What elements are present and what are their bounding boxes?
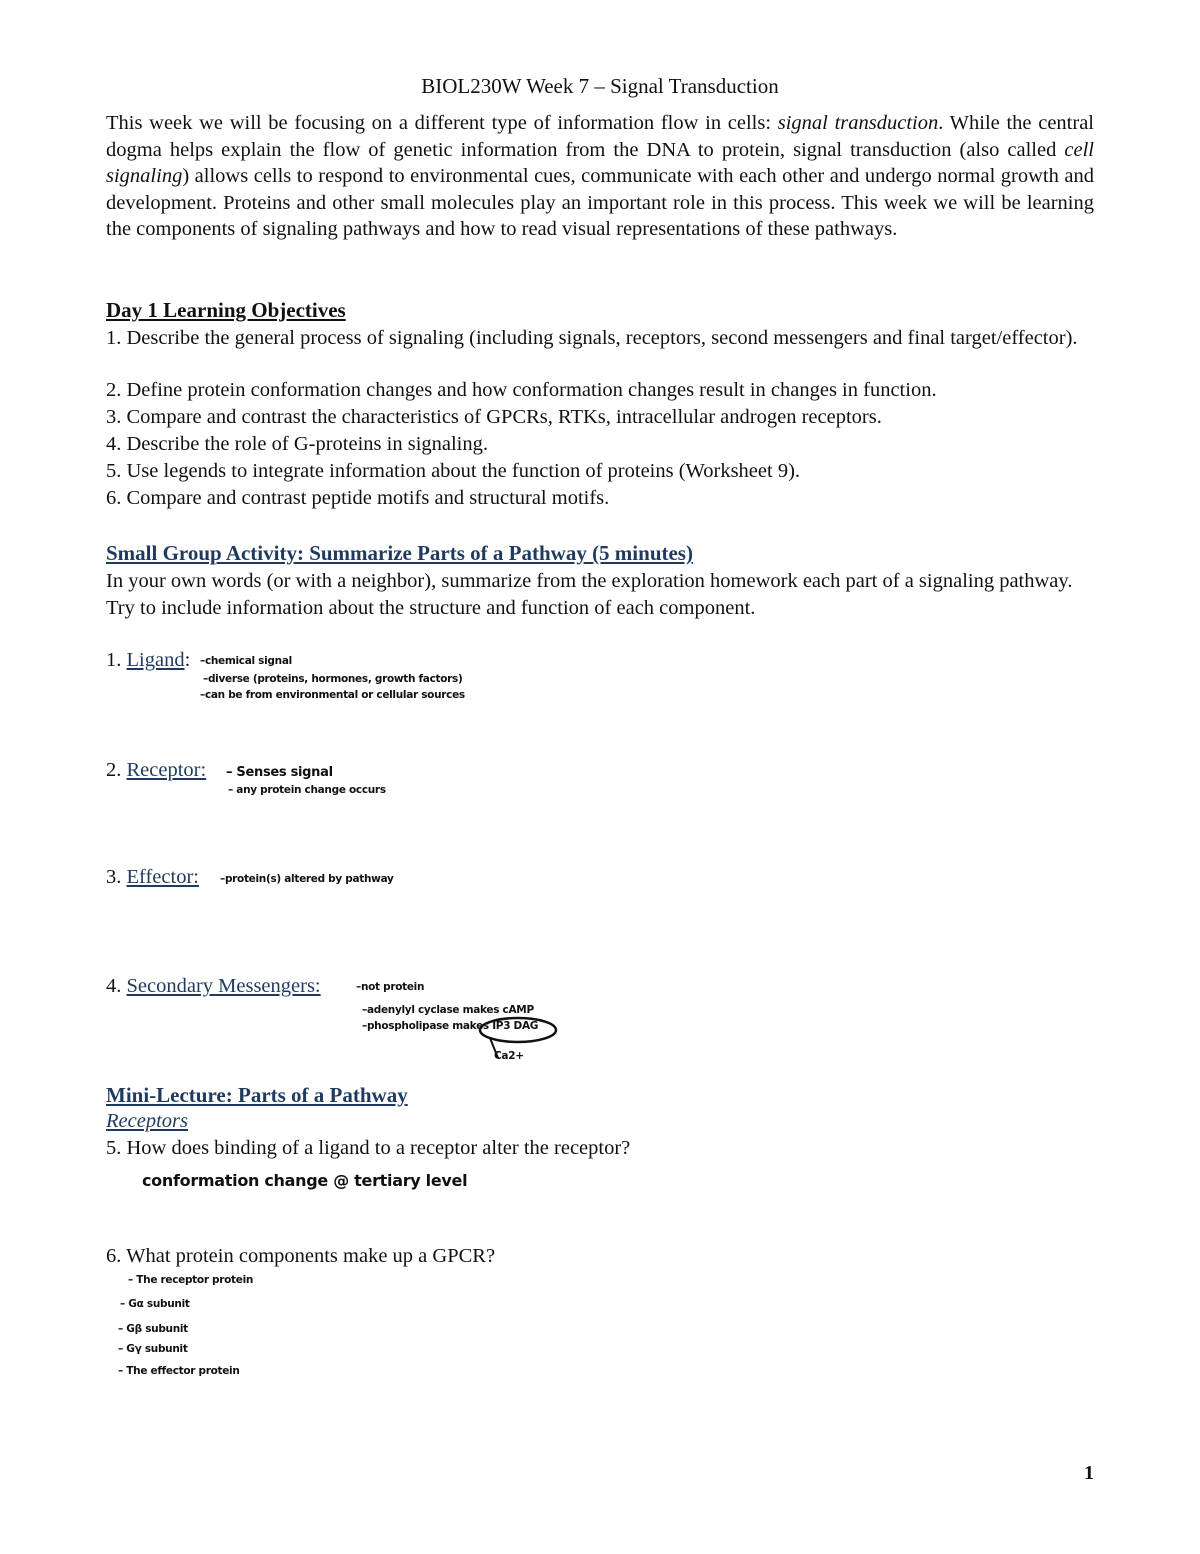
question-6: 6. What protein components make up a GPCR? (106, 1245, 496, 1267)
intro-text-2: . While the central dogma helps explain the flow of genetic information from the DNA to protein, signal transduction (also called (106, 112, 1094, 161)
objective-1: 1. Describe the general process of signaling (including signals, receptors, second messengers and final target/effector). (106, 327, 1078, 349)
handwritten-note: –not protein (356, 981, 425, 993)
objective-5: 5. Use legends to integrate information about the function of proteins (Worksheet 9). (106, 460, 801, 482)
receptors-subheading: Receptors (106, 1110, 188, 1132)
item-number: 3. (106, 866, 127, 888)
question-5: 5. How does binding of a ligand to a receptor alter the receptor? (106, 1137, 631, 1159)
handwritten-answer: – Gα subunit (120, 1298, 190, 1310)
handwritten-note: –phospholipase makes IP3 DAG (362, 1020, 539, 1032)
handwritten-answer: – The effector protein (118, 1365, 240, 1377)
handwritten-note: –can be from environmental or cellular sources (200, 689, 465, 701)
handwritten-answer: – Gγ subunit (118, 1343, 188, 1355)
objective-3: 3. Compare and contrast the characteristics of GPCRs, RTKs, intracellular androgen receptors. (106, 406, 882, 428)
item-effector (106, 866, 199, 889)
handwritten-note: – any protein change occurs (228, 784, 386, 796)
page-title: BIOL230W Week 7 – Signal Transduction (421, 74, 779, 98)
intro-text-1: This week we will be focusing on a different type of information flow in cells: (106, 112, 778, 134)
handwritten-note: –chemical signal (200, 655, 292, 667)
handwritten-answer: conformation change @ tertiary level (142, 1171, 468, 1190)
intro-emphasis-1: signal transduction (777, 112, 939, 134)
item-suffix: : (184, 649, 191, 671)
item-label: Effector: (126, 866, 199, 888)
handwritten-note: –adenylyl cyclase makes cAMP (362, 1004, 534, 1016)
activity-heading: Small Group Activity: Summarize Parts of a Pathway (5 minutes) (106, 541, 693, 565)
handwritten-note: –diverse (proteins, hormones, growth factors) (203, 673, 463, 685)
minilecture-heading: Mini-Lecture: Parts of a Pathway (106, 1083, 408, 1107)
objective-4: 4. Describe the role of G-proteins in signaling. (106, 433, 489, 455)
item-secondary-messengers (106, 975, 321, 998)
page-number: 1 (1084, 1462, 1094, 1484)
intro-paragraph (106, 110, 1094, 243)
handwritten-answer: – The receptor protein (128, 1274, 254, 1286)
item-number: 4. (106, 975, 127, 997)
handwritten-note: Ca2+ (494, 1050, 524, 1062)
item-label: Receptor: (126, 759, 207, 781)
objectives-heading: Day 1 Learning Objectives (106, 298, 346, 322)
item-ligand (106, 649, 190, 672)
item-receptor (106, 759, 206, 782)
activity-text: In your own words (or with a neighbor), summarize from the exploration homework each part of a signaling pathway. Try to include information about the structure and function of each component. (106, 570, 1073, 619)
handwritten-note: –protein(s) altered by pathway (220, 873, 394, 885)
handwritten-note: – Senses signal (226, 765, 333, 780)
item-label: Secondary Messengers: (126, 975, 321, 997)
item-number: 2. (106, 759, 127, 781)
intro-emphasis-2: cell signaling (106, 138, 1094, 187)
intro-text-3: ) allows cells to respond to environmental cues, communicate with each other and undergo normal growth and development. Proteins and other small molecules play an important role in this process. This week we will be learning the components of signaling pathways and how to read visual representations of these pathways. (106, 165, 1094, 240)
item-label: Ligand (126, 649, 185, 671)
objective-6: 6. Compare and contrast peptide motifs and structural motifs. (106, 487, 610, 509)
item-number: 1. (106, 649, 127, 671)
objective-2: 2. Define protein conformation changes and how conformation changes result in changes in function. (106, 379, 937, 401)
handwritten-answer: – Gβ subunit (118, 1323, 188, 1335)
